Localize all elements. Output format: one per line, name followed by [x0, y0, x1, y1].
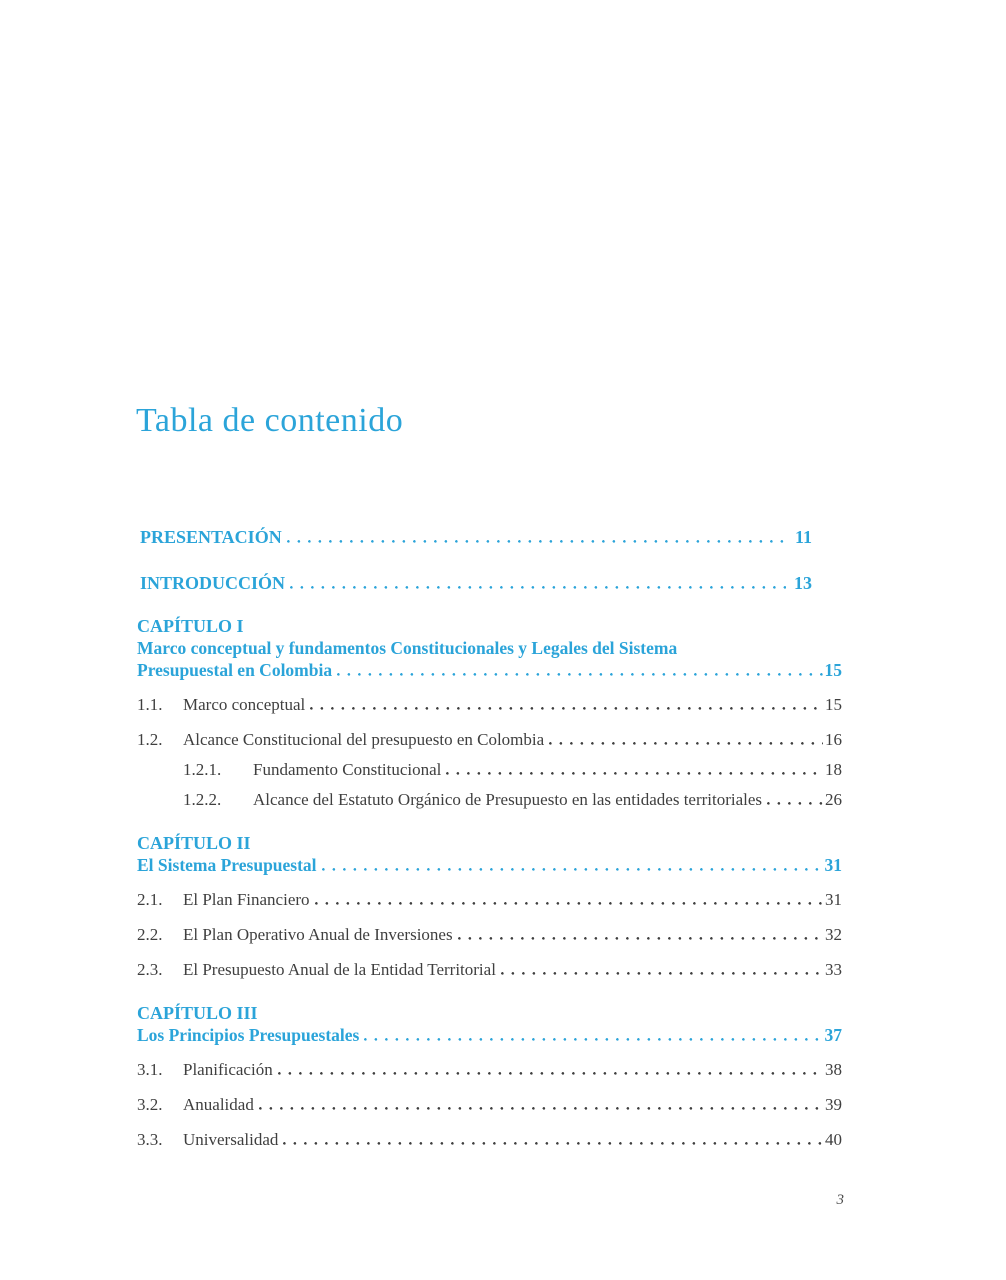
toc-entry-page: 18	[825, 760, 842, 779]
table-of-contents	[137, 526, 842, 1151]
toc-subentry	[183, 759, 842, 781]
toc-entry-label: El Presupuesto Anual de la Entidad Territorial	[183, 960, 496, 979]
toc-entry-number: 1.1.	[137, 695, 163, 714]
toc-entry-label: El Plan Financiero	[183, 890, 310, 909]
toc-entry	[137, 694, 842, 716]
toc-chapter-title	[137, 854, 842, 876]
toc-entry	[137, 1059, 842, 1081]
dot-leader	[287, 540, 787, 543]
toc-entry-number: 3.1.	[137, 1060, 163, 1079]
toc-entry-page: 37	[824, 1025, 842, 1045]
dot-leader	[259, 1107, 823, 1110]
dot-leader	[322, 868, 823, 871]
page-number: 3	[836, 1192, 844, 1208]
toc-entry-label: Alcance Constitucional del presupuesto en Colombia	[183, 730, 545, 749]
toc-chapter-title-label: Presupuestal en Colombia	[137, 660, 333, 680]
toc-entry	[137, 1129, 842, 1151]
toc-entry-label: Universalidad	[183, 1130, 279, 1149]
toc-entry-page: 16	[825, 730, 842, 749]
toc-chapter-heading-label: CAPÍTULO I	[137, 616, 244, 636]
toc-chapter-heading	[137, 615, 842, 637]
dot-leader	[364, 1038, 822, 1041]
toc-entry-page: 39	[825, 1095, 842, 1114]
toc-chapter-heading	[137, 1002, 842, 1024]
dot-leader	[501, 972, 823, 975]
page-title: Tabla de contenido	[136, 402, 404, 439]
toc-entry-number: 1.2.1.	[183, 760, 222, 779]
toc-entry-number: 2.2.	[137, 925, 163, 944]
dot-leader	[278, 1072, 823, 1075]
toc-chapter-heading-label: CAPÍTULO II	[137, 833, 251, 853]
toc-entry-number: 2.1.	[137, 890, 163, 909]
dot-leader	[310, 707, 823, 710]
toc-chapter-title-label: Marco conceptual y fundamentos Constitucionales y Legales del Sistema	[137, 638, 678, 658]
toc-front-item	[137, 526, 842, 548]
toc-entry-number: 3.3.	[137, 1130, 163, 1149]
toc-chapter-heading-label: CAPÍTULO III	[137, 1003, 258, 1023]
dot-leader	[283, 1142, 823, 1145]
toc-entry-page: 40	[825, 1130, 842, 1149]
toc-entry-label: Planificación	[183, 1060, 273, 1079]
toc-chapter-title-label: Los Principios Presupuestales	[137, 1025, 360, 1045]
toc-entry-number: 3.2.	[137, 1095, 163, 1114]
toc-entry-label: Alcance del Estatuto Orgánico de Presupuesto en las entidades territoriales	[253, 790, 763, 809]
toc-entry-number: 1.2.2.	[183, 790, 222, 809]
toc-entry-label: Marco conceptual	[183, 695, 306, 714]
toc-entry-label: Fundamento Constitucional	[253, 760, 442, 779]
toc-chapter-title	[137, 659, 842, 681]
dot-leader	[290, 586, 786, 589]
toc-entry-number: 2.3.	[137, 960, 163, 979]
toc-entry-page: 26	[825, 790, 842, 809]
toc-entry-page: 31	[825, 890, 842, 909]
dot-leader	[767, 802, 823, 805]
toc-entry	[137, 729, 842, 751]
toc-chapter-title-label: El Sistema Presupuestal	[137, 855, 317, 875]
toc-front-item	[137, 572, 842, 594]
toc-entry-page: 38	[825, 1060, 842, 1079]
toc-chapter-heading	[137, 832, 842, 854]
toc-entry-page: 13	[794, 573, 812, 593]
toc-entry-number: 1.2.	[137, 730, 163, 749]
toc-entry-label: INTRODUCCIÓN	[140, 573, 286, 593]
toc-entry-page: 15	[824, 660, 842, 680]
toc-entry	[137, 889, 842, 911]
toc-subentry	[183, 789, 842, 811]
toc-entry	[137, 1094, 842, 1116]
toc-entry-page: 33	[825, 960, 842, 979]
dot-leader	[337, 673, 822, 676]
toc-entry-page: 15	[825, 695, 842, 714]
dot-leader	[315, 902, 823, 905]
dot-leader	[446, 772, 823, 775]
toc-entry-page: 31	[824, 855, 842, 875]
toc-entry-label: El Plan Operativo Anual de Inversiones	[183, 925, 453, 944]
toc-entry	[137, 959, 842, 981]
dot-leader	[549, 742, 823, 745]
toc-entry-label: Anualidad	[183, 1095, 254, 1114]
toc-entry-page: 32	[825, 925, 842, 944]
toc-chapter-title	[137, 1024, 842, 1046]
toc-entry-label: PRESENTACIÓN	[140, 527, 282, 547]
toc-entry	[137, 924, 842, 946]
toc-entry-page: 11	[794, 527, 812, 547]
dot-leader	[458, 937, 823, 940]
toc-chapter-title	[137, 637, 842, 659]
